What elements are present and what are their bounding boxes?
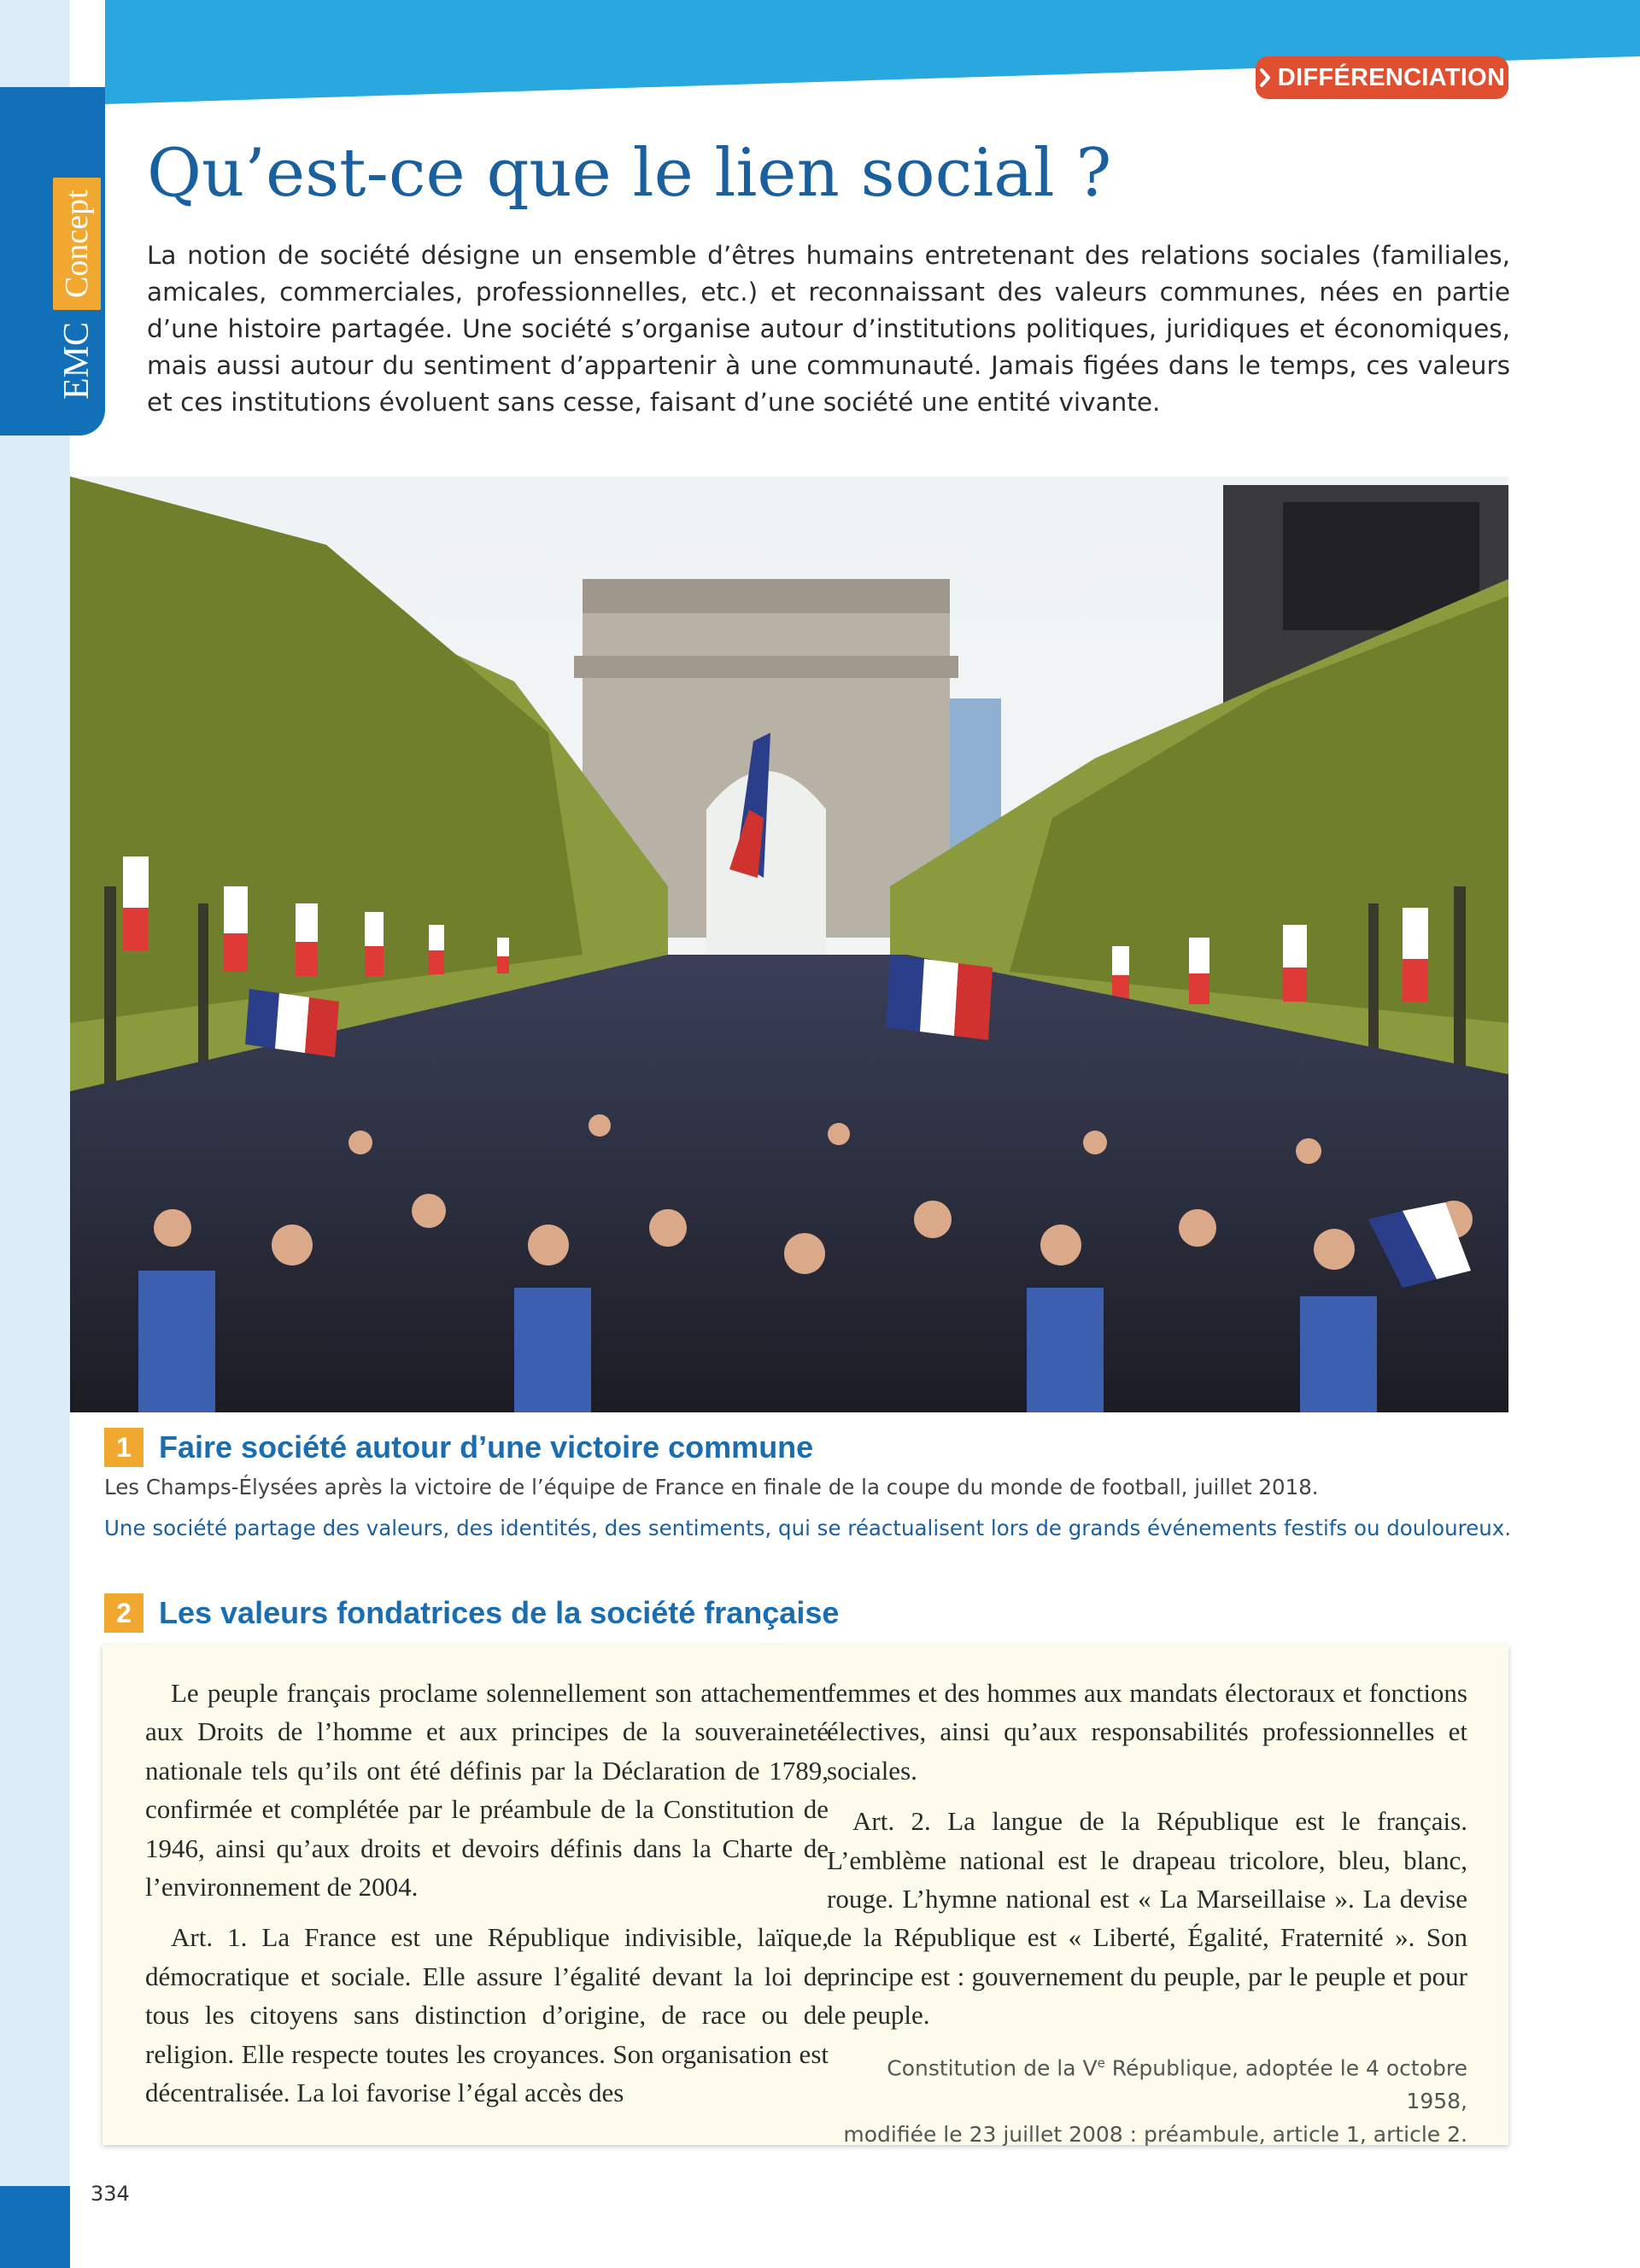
doc1-title: Faire société autour d’une victoire commune (159, 1429, 814, 1464)
chevron-right-icon (1259, 68, 1271, 87)
doc1-caption: Les Champs-Élysées après la victoire de l’équipe de France en finale de la coupe du monde de football, juillet 2018. (104, 1475, 1319, 1499)
intro-paragraph: La notion de société désigne un ensemble d’êtres humains entretenant des relations sociales (familiales, amicales, commerciales, professionnelles, etc.) et reconnaissant des valeurs communes, nées en partie d’une histoire partagée. Une société s’organise autour d’institutions politiques, juridiques et économiques, mais aussi autour du sentiment d’appartenir à une communauté. Jamais figées dans le temps, ces valeurs et ces institutions évoluent sans cesse, faisant d’une société une entité vivante. (147, 241, 1510, 417)
source-line1-post: République, adoptée le 4 octobre 1958, (1104, 2055, 1467, 2113)
extract-left-column (145, 1674, 829, 2124)
doc1-comment: Une société partage des valeurs, des identités, des sentiments, qui se réactualisent lors de grands événements festifs ou douloureux. (104, 1516, 1512, 1540)
badge-label: DIFFÉRENCIATION (1277, 63, 1506, 91)
side-tab-labels (52, 178, 102, 408)
champs-elysees-photo (70, 476, 1508, 1412)
doc1-number: 1 (104, 1428, 144, 1467)
category-label: Concept (53, 178, 101, 310)
doc2-number: 2 (104, 1593, 144, 1633)
source-line2: modifiée le 23 juillet 2008 : préambule, article 1, article 2. (843, 2121, 1467, 2147)
doc2-heading (104, 1593, 839, 1633)
extract-right-column (827, 1674, 1467, 2151)
source-line1-pre: Constitution de la V (887, 2055, 1098, 2080)
source-superscript: e (1097, 2055, 1105, 2071)
article-2-paragraph: Art. 2. La langue de la République est le français. L’emblème national est le drapeau tricolore, bleu, blanc, rouge. L’hymne national est « La Marseillaise ». La devise de la République est « Liberté, Égalité, Fraternité ». Son principe est : gouvernement du peuple, par le peuple et pour le peuple. (827, 1806, 1467, 2031)
preamble-paragraph: Le peuple français proclame solennellement son attachement aux Droits de l’homme et aux principes de la souveraineté nationale tels qu’ils ont été définis par la Déclaration de 1789, confirmée et complétée par le préambule de la Constitution de 1946, ainsi qu’aux droits et devoirs définis dans la Charte de l’environnement de 2004. (145, 1678, 829, 1903)
source-citation (827, 2047, 1467, 2151)
constitution-extract-box (102, 1645, 1508, 2145)
article-1-paragraph: Art. 1. La France est une République indivisible, laïque, démocratique et sociale. Elle assure l’égalité devant la loi de tous les citoyens sans distinction d’origine, de race ou de religion. Elle respecte toutes les croyances. Son organisation est décentralisée. La loi favorise l’égal accès des (145, 1922, 829, 2108)
page-title: Qu’est-ce que le lien social ? (147, 135, 1112, 212)
differenciation-badge[interactable] (1256, 56, 1508, 99)
doc1-heading (104, 1428, 813, 1467)
subject-label: EMC (57, 321, 97, 400)
doc2-title: Les valeurs fondatrices de la société française (159, 1595, 840, 1630)
page-number: 334 (91, 2182, 130, 2206)
article-1-continuation: femmes et des hommes aux mandats électoraux et fonctions électives, ainsi qu’aux responsabilités professionnelles et sociales. (827, 1678, 1467, 1786)
left-margin-footer-block (0, 2186, 70, 2268)
